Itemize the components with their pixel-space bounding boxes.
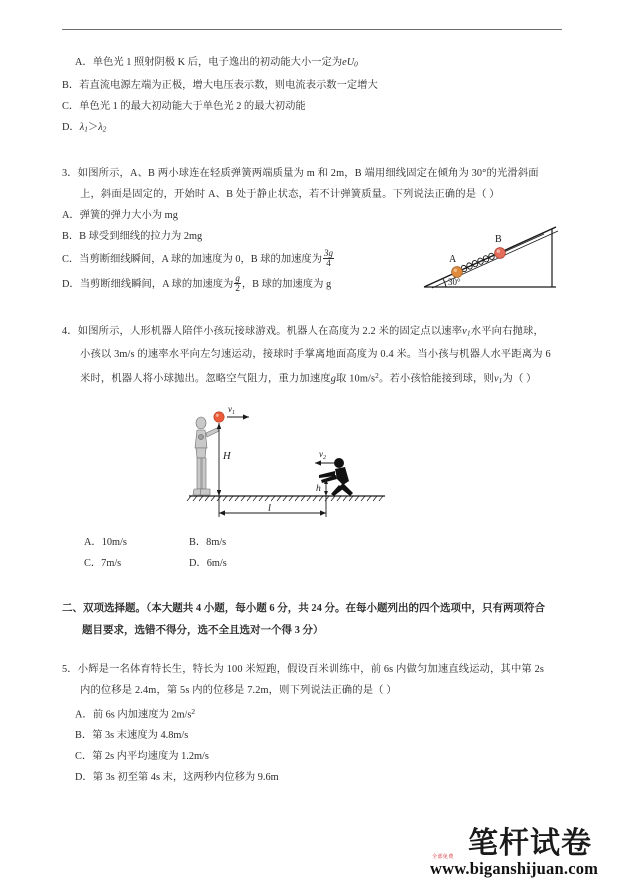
gravity-symbol: g	[330, 373, 337, 385]
l-figure-label: l	[268, 502, 271, 514]
question-4-options-row-1	[62, 532, 564, 553]
question-3-option-a: A．弹簧的弹力大小为 mg	[62, 210, 178, 222]
question-3-option-c-text: C．当剪断细线瞬间，A 球的加速度为 0，B 球的加速度为	[62, 254, 323, 266]
lambda-2: λ	[98, 121, 103, 133]
child-silhouette	[319, 458, 353, 496]
ball-a-highlight	[454, 269, 457, 272]
lambda-2-sub: 2	[102, 124, 107, 134]
v2-arrow	[315, 460, 335, 465]
question-5-option-c: C．第 2s 内平均速度为 1.2m/s	[75, 751, 209, 763]
watermark-badge: 全部免费	[432, 854, 454, 860]
header-rule	[62, 29, 562, 30]
watermark-brand: 笔杆试卷	[468, 826, 592, 861]
prev-option-a	[62, 52, 564, 75]
page-content	[62, 52, 564, 788]
question-3-stem-1-text: 如图所示，A、B 两小球连在轻质弹簧两端质量为 m 和 2m，B 端用细线固定在倾角为 30°的光滑斜面	[77, 168, 539, 180]
question-5-option-d: D．第 3s 初至第 4s 末，这两秒内位移为 9.6m	[75, 772, 279, 784]
question-4-stem-1-pre: 如图所示，人形机器人陪伴小孩玩接球游戏。机器人在高度为 2.2 米的固定点以速率	[77, 326, 463, 338]
v1-subscript-2: 1	[498, 375, 503, 385]
prev-option-d-label: D．	[62, 121, 80, 133]
fraction-g-over-2	[234, 274, 241, 294]
question-3-option-d-tail: ，B 球的加速度为 g	[241, 279, 332, 291]
question-3-stem-line-2: 上，斜面是固定的，开始时 A、B 处于静止状态，若不计弹簧质量。下列说法正确的是（ ）	[80, 189, 500, 201]
ball-a	[452, 267, 463, 278]
question-4-option-d: D．6m/s	[189, 557, 227, 569]
fraction-numerator: 3g	[324, 247, 334, 258]
section-2-header-line-2: 题目要求，选错不得分，选不全且选对一个得 3 分）	[82, 624, 324, 636]
greater-than-sign: ＞	[87, 121, 99, 133]
v2-figure-label: $v_2$	[319, 448, 326, 461]
prev-option-d	[62, 117, 564, 140]
prev-option-a-formula-sub: 0	[354, 59, 358, 69]
incline-surface	[424, 227, 556, 287]
question-4-stem-3-mid: 取 10m/s	[336, 373, 376, 385]
unit-exponent: 2	[375, 370, 380, 380]
question-5-stem-line-1	[62, 659, 564, 680]
incline-angle-label: 30°	[448, 277, 461, 288]
v1-subscript: 1	[466, 328, 471, 338]
question-3-option-b: B．B 球受到细线的拉力为 2mg	[62, 231, 203, 243]
ball-b-highlight	[497, 250, 500, 253]
question-4-stem-line-3	[62, 365, 564, 391]
question-5-option-b: B．第 3s 末速度为 4.8m/s	[75, 730, 189, 742]
question-4-stem-3-post: 为（ ）	[502, 373, 537, 385]
v1-symbol: v	[462, 326, 467, 338]
lambda-1-sub: 1	[84, 124, 88, 134]
question-3-number: 3．	[62, 168, 78, 180]
incline-label-a: A	[449, 254, 457, 266]
fraction-denominator: 2	[235, 283, 240, 294]
fraction-numerator: g	[235, 272, 240, 283]
question-5-option-a-exponent: 2	[191, 706, 196, 716]
question-4-option-c: C．7m/s	[84, 557, 122, 569]
H-dimension	[217, 423, 221, 496]
prev-option-b: B．若直流电源左端为正极，增大电压表示数，则电流表示数一定增大	[62, 79, 378, 91]
question-3-stem-line-1	[62, 163, 564, 184]
spring-coil	[460, 253, 495, 273]
robot-child-svg	[167, 401, 402, 523]
question-5-option-a	[62, 701, 564, 725]
question-4-stem-3-pre: 米时，机器人将小球抛出。忽略空气阻力，重力加速度	[80, 373, 331, 385]
question-4-stem-1-post: 水平向右抛球，	[470, 326, 544, 338]
inclined-plane-svg	[416, 221, 564, 293]
question-4-stem-line-2: 小孩以 3m/s 的速率水平向左匀速运动，接球时手掌离地面高度为 0.4 米。当小孩与机器人水平距离为 6	[80, 348, 551, 360]
prev-option-c: C．单色光 1 的最大初动能大于单色光 2 的最大初动能	[62, 100, 306, 112]
watermark	[430, 818, 610, 888]
prev-option-a-text: A．单色光 1 照射阴极 K 后，电子逸出的初动能大小一定为	[75, 57, 343, 68]
ground-hatching	[187, 496, 383, 501]
question-4-number: 4．	[62, 326, 78, 338]
v1-symbol-2: v	[493, 373, 499, 385]
robot-child-figure	[167, 401, 402, 523]
thrown-ball	[214, 412, 224, 422]
incline-label-b: B	[495, 234, 502, 246]
fraction-denominator: 4	[323, 258, 334, 268]
question-4-option-a: A．10m/s	[84, 536, 127, 548]
question-4-stem-line-1	[62, 321, 564, 344]
inclined-plane-figure	[416, 221, 564, 293]
thrown-ball-highlight	[216, 414, 219, 417]
prev-option-a-formula: eU	[342, 57, 355, 68]
question-5-stem-1-text: 小辉是一名体育特长生，特长为 100 米短跑，假设百米训练中，前 6s 内做匀加速直线运动，其中第 2s	[77, 663, 545, 675]
fraction-3g-over-4	[323, 249, 334, 269]
question-4	[62, 321, 564, 574]
string-line	[504, 234, 544, 252]
question-3-option-d-text: D．当剪断细线瞬间，A 球的加速度为	[62, 279, 234, 291]
watermark-url: www.biganshijuan.com	[430, 859, 599, 878]
lambda-1: λ	[79, 121, 85, 133]
ball-b	[495, 248, 506, 259]
H-figure-label: H	[223, 450, 231, 462]
h-figure-label: h	[316, 483, 321, 494]
question-5-stem-line-2: 内的位移是 2.4m，第 5s 内的位移是 7.2m，则下列说法正确的是（ ）	[80, 684, 397, 696]
question-4-stem-3-mid2: 。若小孩恰能接到球，则	[379, 373, 494, 385]
question-4-options-row-2	[62, 553, 564, 574]
question-5	[62, 659, 564, 788]
v1-figure-label: $v_1$	[228, 403, 235, 416]
question-4-option-b: B．8m/s	[189, 536, 227, 548]
question-3	[62, 163, 564, 297]
section-2-header-line-1: 二、双项选择题。（本大题共 4 小题，每小题 6 分，共 24 分。在每小题列出的四个选项中，只有两项符合	[62, 602, 545, 614]
humanoid-robot	[193, 417, 219, 495]
section-2-header	[62, 598, 564, 642]
question-5-number: 5．	[62, 663, 78, 675]
v1-arrow	[227, 414, 249, 419]
question-5-option-a-text: A．前 6s 内加速度为 2m/s	[75, 709, 192, 721]
